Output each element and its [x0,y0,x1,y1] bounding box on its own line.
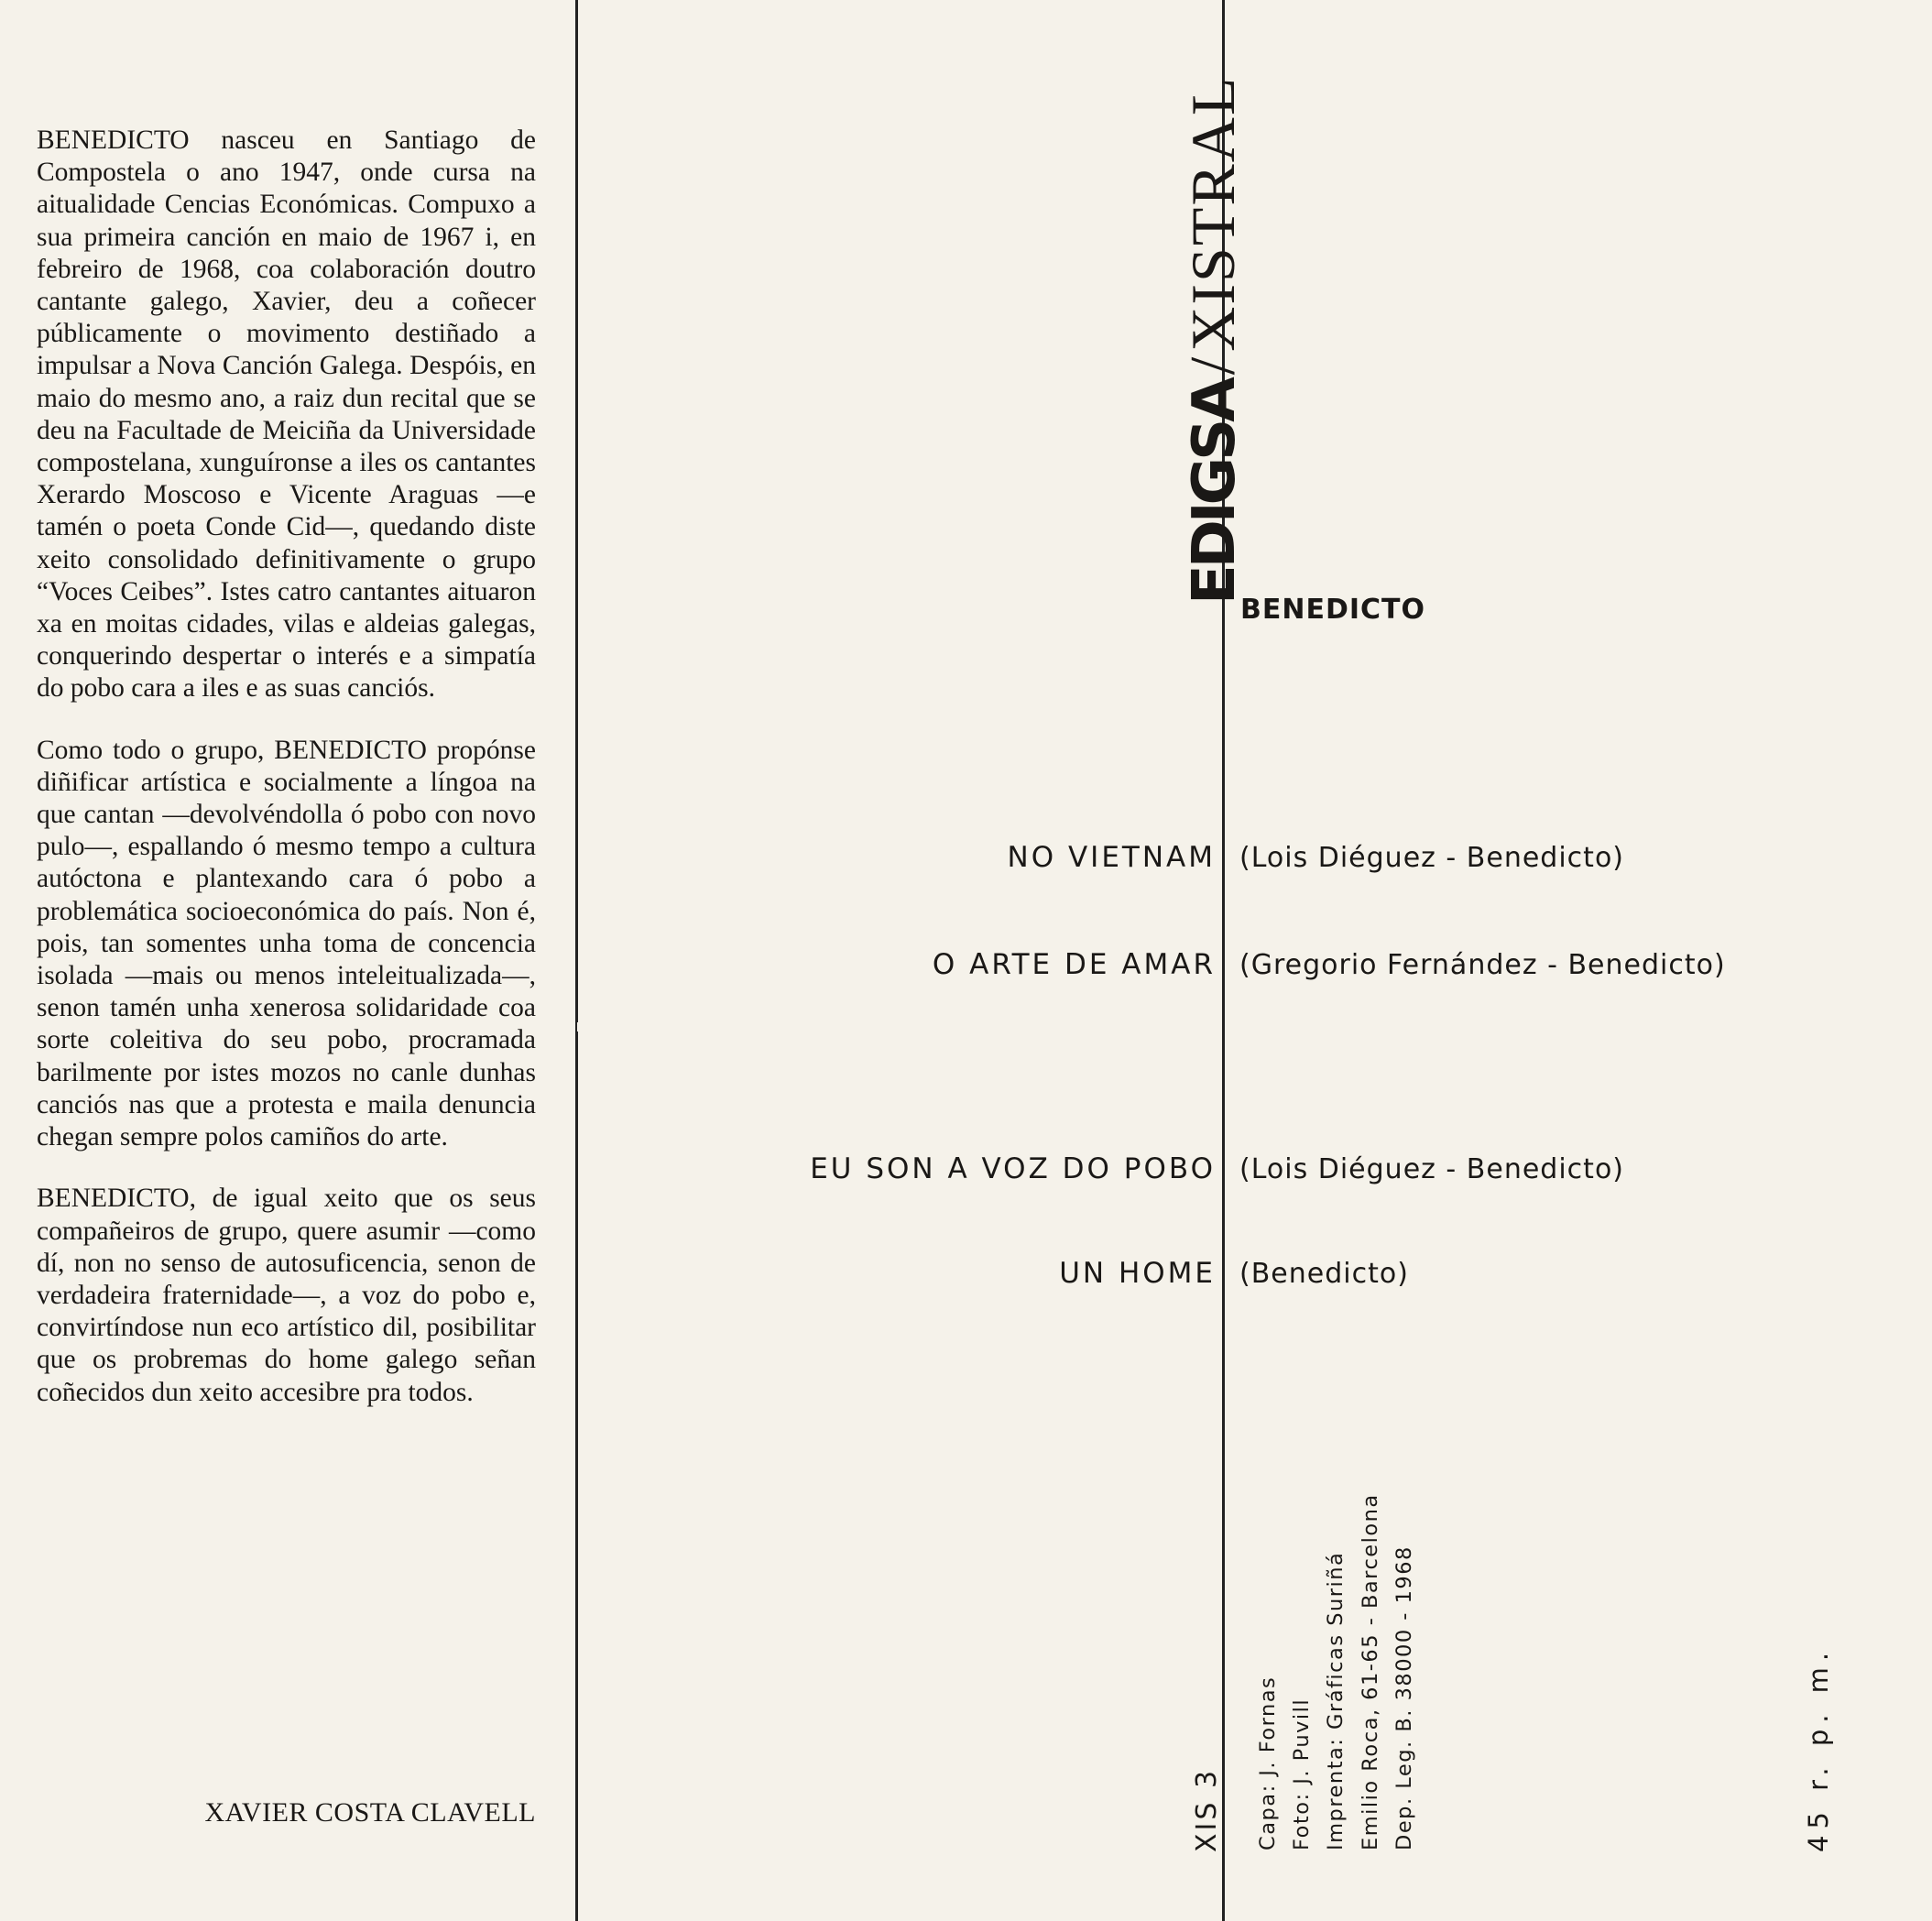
liner-notes-paragraph-2: Como todo o grupo, BENEDICTO propónse diñificar artística e socialmente a língoa na que cantan —devolvéndolla ó pobo con novo pulo—, espallando ó mesmo tempo a cultura autóctona e plantexando cara ó pobo a problemática socioeconómica do país. Non é, pois, tan somentes unha toma de concencia isolada —mais ou menos inteleitualizada—, senon tamén unha xenerosa solidaridade coa sorte coleitiva do seu pobo, procramada barilmente por istes mozos no canle dunhas canciós nas que a protesta e maila denuncia chegan sempre polos camiños do arte. [37,735,536,1152]
track-credit: (Lois Diéguez - Benedicto) [1239,1153,1624,1185]
catalog-number: XIS 3 [1191,1767,1223,1852]
track-title: NO VIETNAM [1007,841,1216,874]
credit-printer-address: Emilio Roca, 61-65 - Barcelona [1358,1493,1382,1850]
artist-name: BENEDICTO [1240,594,1426,626]
track-title: UN HOME [1059,1257,1216,1290]
credit-cover: Capa: J. Fornas [1256,1675,1280,1850]
production-credits [1251,1493,1422,1850]
liner-notes-author: XAVIER COSTA CLAVELL [204,1797,536,1828]
liner-notes-paragraph-1: BENEDICTO nasceu en Santiago de Compostela o ano 1947, onde cursa na aitualidade Cencias Económicas. Compuxo a sua primeira canción en maio de 1967 i, en febreiro de 1968, coa colaboración doutro cantante galego, Xavier, deu a coñecer públicamente o movimento destiñado a impulsar a Nova Canción Galega. Despóis, en maio do mesmo ano, a raiz dun recital que se deu na Facultade de Meiciña da Universidade compostelana, xunguíronse a iles os cantantes Xerardo Moscoso e Vicente Araguas —e tamén o poeta Conde Cid—, quedando diste xeito consolidado definitivamente o grupo “Voces Ceibes”. Istes catro cantantes aituaron xa en moitas cidades, vilas e aldeias galegas, conquerindo despertar o interés e a simpatía do pobo cara a iles e as suas canciós. [37,126,536,704]
track-credit: (Lois Diéguez - Benedicto) [1239,842,1624,874]
credit-legal-deposit: Dep. Leg. B. 38000 - 1968 [1392,1545,1416,1850]
label-series: XISTRAL [1178,75,1248,352]
track-title: O ARTE DE AMAR [932,948,1216,981]
credit-printer: Imprenta: Gráficas Suriñá [1324,1551,1348,1850]
liner-notes-paragraph-3: BENEDICTO, de igual xeito que os seus compañeiros de grupo, quere asumir —como dí, non no senso de autosuficencia, senon de verdadeira fraternidade—, a voz do pobo e, convirtíndose nun eco artístico dil, posibilitar que os probremas do home galego señan coñecidos dun xeito accesibre pra todos. [37,1184,536,1407]
label-logo [1177,76,1250,605]
track-title: EU SON A VOZ DO POBO [810,1152,1216,1185]
record-speed: 45 r. p. m. [1803,1645,1834,1852]
label-brand: EDIGSA [1181,380,1249,605]
track-credit: (Gregorio Fernández - Benedicto) [1239,949,1726,981]
label-separator: / [1178,356,1249,376]
divider-notch [577,1022,580,1031]
track-credit: (Benedicto) [1239,1258,1409,1290]
credit-photo: Foto: J. Puvill [1290,1697,1315,1850]
liner-notes [37,125,536,1438]
column-divider-left [575,0,578,1921]
